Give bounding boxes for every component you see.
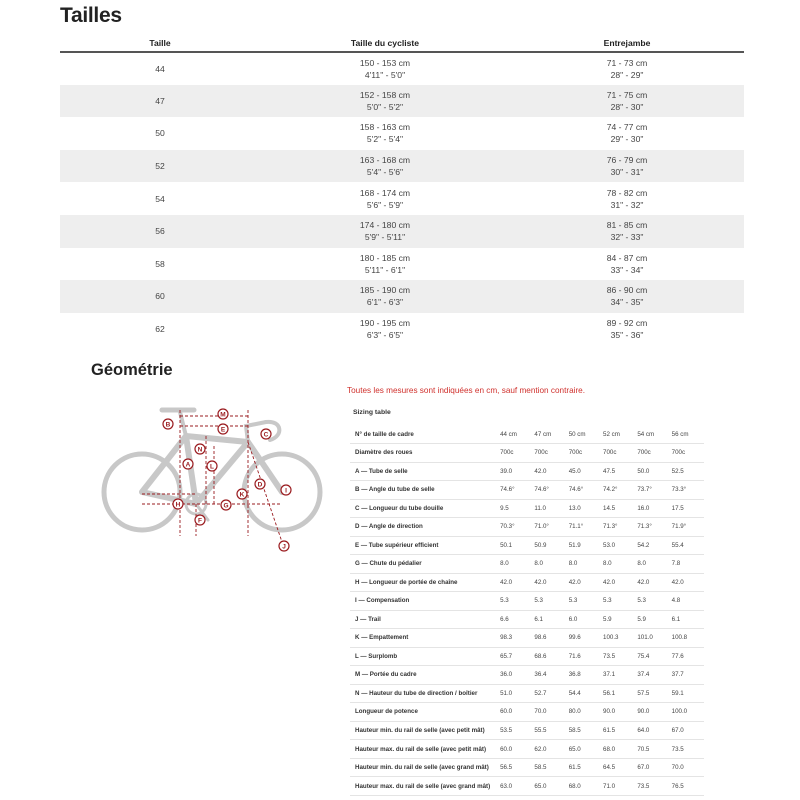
svg-text:L: L xyxy=(210,463,214,471)
marker-m xyxy=(218,409,228,419)
table-row xyxy=(60,117,744,150)
table-row xyxy=(60,313,744,346)
value-cell: 73.5 xyxy=(601,647,635,666)
page-title-tailles: Tailles xyxy=(60,4,122,27)
marker-d xyxy=(255,479,265,489)
value-cell: 55.4 xyxy=(670,536,704,555)
value-cell: 54.2 xyxy=(635,536,669,555)
col-header-taille: Taille xyxy=(60,34,260,52)
table-row xyxy=(350,555,704,574)
rider-height-cm: 190 - 195 cm xyxy=(359,318,411,329)
value-cell: 61.5 xyxy=(601,721,635,740)
value-cell: 8.0 xyxy=(635,555,669,574)
value-cell: 51.9 xyxy=(567,536,601,555)
table-row xyxy=(350,684,704,703)
value-cell: 70.5 xyxy=(635,740,669,759)
value-cell: 47 cm xyxy=(532,425,566,444)
rider-height-cell xyxy=(260,182,510,215)
size-cell: 52 xyxy=(60,150,260,183)
value-cell: 16.0 xyxy=(635,499,669,518)
col-header-taille-cycliste: Taille du cycliste xyxy=(260,34,510,52)
value-cell: 100.8 xyxy=(670,629,704,648)
marker-l xyxy=(207,461,217,471)
rider-height-cell xyxy=(260,85,510,118)
row-label: H — Longueur de portée de chaîne xyxy=(350,573,498,592)
svg-text:G: G xyxy=(223,502,229,510)
inseam-in: 35" - 36" xyxy=(610,330,644,341)
value-cell: 100.3 xyxy=(601,629,635,648)
value-cell: 50.1 xyxy=(498,536,532,555)
value-cell: 6.6 xyxy=(498,610,532,629)
value-cell: 63.0 xyxy=(498,777,532,796)
value-cell: 71.6 xyxy=(567,647,601,666)
value-cell: 56.1 xyxy=(601,684,635,703)
value-cell: 52.7 xyxy=(532,684,566,703)
svg-text:J: J xyxy=(282,543,286,551)
marker-f xyxy=(195,515,205,525)
size-cell: 58 xyxy=(155,258,165,269)
svg-text:M: M xyxy=(220,411,226,419)
marker-c xyxy=(261,429,271,439)
value-cell: 37.7 xyxy=(670,666,704,685)
value-cell: 8.0 xyxy=(498,555,532,574)
value-cell: 42.0 xyxy=(532,462,566,481)
table-row xyxy=(350,518,704,537)
value-cell: 67.0 xyxy=(635,758,669,777)
inseam-in: 29" - 30" xyxy=(610,134,644,145)
rider-height-cm: 180 - 185 cm xyxy=(359,252,411,263)
value-cell: 55.5 xyxy=(532,721,566,740)
table-row xyxy=(350,703,704,722)
geometry-table xyxy=(350,425,704,796)
value-cell: 71.9° xyxy=(670,518,704,537)
value-cell: 90.0 xyxy=(635,703,669,722)
value-cell: 71.3° xyxy=(635,518,669,537)
inseam-cm: 71 - 73 cm xyxy=(606,57,648,68)
value-cell: 14.5 xyxy=(601,499,635,518)
inseam-in: 30" - 31" xyxy=(610,167,644,178)
table-row xyxy=(350,481,704,500)
inseam-cm: 71 - 75 cm xyxy=(606,89,648,100)
svg-text:H: H xyxy=(175,501,181,509)
value-cell: 7.8 xyxy=(670,555,704,574)
table-row xyxy=(350,425,704,444)
value-cell: 44 cm xyxy=(498,425,532,444)
marker-g xyxy=(221,500,231,510)
table-row xyxy=(60,150,744,183)
rider-height-in: 5'6" - 5'9" xyxy=(366,199,404,210)
value-cell: 8.0 xyxy=(532,555,566,574)
value-cell: 73.7° xyxy=(635,481,669,500)
value-cell: 54 cm xyxy=(635,425,669,444)
row-label: Longueur de potence xyxy=(350,703,498,722)
inseam-in: 31" - 32" xyxy=(610,199,644,210)
value-cell: 56 cm xyxy=(670,425,704,444)
bike-geometry-diagram xyxy=(98,396,328,556)
value-cell: 74.6° xyxy=(567,481,601,500)
table-row xyxy=(60,248,744,281)
value-cell: 51.0 xyxy=(498,684,532,703)
value-cell: 68.0 xyxy=(567,777,601,796)
value-cell: 70.0 xyxy=(532,703,566,722)
rider-height-cell xyxy=(260,313,510,346)
value-cell: 700c xyxy=(532,444,566,463)
size-cell: 50 xyxy=(155,128,165,139)
row-label: Diamètre des roues xyxy=(350,444,498,463)
value-cell: 700c xyxy=(601,444,635,463)
value-cell: 77.6 xyxy=(670,647,704,666)
table-row xyxy=(350,444,704,463)
inseam-in: 32" - 33" xyxy=(610,232,644,243)
marker-i xyxy=(281,485,291,495)
value-cell: 42.0 xyxy=(670,573,704,592)
svg-text:B: B xyxy=(165,421,171,429)
sizes-header-row xyxy=(60,34,744,52)
row-label: K — Empattement xyxy=(350,629,498,648)
value-cell: 71.0 xyxy=(601,777,635,796)
value-cell: 64.5 xyxy=(601,758,635,777)
row-label: Hauteur max. du rail de selle (avec petit mât) xyxy=(350,740,498,759)
svg-text:F: F xyxy=(198,517,202,525)
rider-height-in: 5'0" - 5'2" xyxy=(366,101,404,112)
value-cell: 9.5 xyxy=(498,499,532,518)
value-cell: 50 cm xyxy=(567,425,601,444)
value-cell: 5.9 xyxy=(635,610,669,629)
value-cell: 71.1° xyxy=(567,518,601,537)
rider-height-cm: 168 - 174 cm xyxy=(359,187,411,198)
svg-text:K: K xyxy=(239,491,245,499)
value-cell: 70.0 xyxy=(670,758,704,777)
value-cell: 36.0 xyxy=(498,666,532,685)
table-row xyxy=(350,573,704,592)
rider-height-cm: 174 - 180 cm xyxy=(359,220,411,231)
rider-height-cm: 150 - 153 cm xyxy=(359,57,411,68)
value-cell: 53.0 xyxy=(601,536,635,555)
value-cell: 47.5 xyxy=(601,462,635,481)
value-cell: 71.0° xyxy=(532,518,566,537)
value-cell: 5.3 xyxy=(498,592,532,611)
value-cell: 60.0 xyxy=(498,703,532,722)
marker-j xyxy=(279,541,289,551)
value-cell: 53.5 xyxy=(498,721,532,740)
value-cell: 68.6 xyxy=(532,647,566,666)
rider-height-cell xyxy=(260,117,510,150)
table-row xyxy=(60,215,744,248)
marker-k xyxy=(237,489,247,499)
table-row xyxy=(350,666,704,685)
value-cell: 8.0 xyxy=(567,555,601,574)
rider-height-cm: 152 - 158 cm xyxy=(359,89,411,100)
table-row xyxy=(60,85,744,118)
svg-text:C: C xyxy=(263,431,269,439)
row-label: J — Trail xyxy=(350,610,498,629)
inseam-in: 28" - 29" xyxy=(610,69,644,80)
sizes-table xyxy=(60,34,744,345)
table-row xyxy=(350,592,704,611)
svg-text:E: E xyxy=(220,426,226,434)
size-cell: 47 xyxy=(60,85,260,118)
rider-height-cell xyxy=(260,248,510,281)
value-cell: 700c xyxy=(498,444,532,463)
value-cell: 59.1 xyxy=(670,684,704,703)
value-cell: 5.3 xyxy=(567,592,601,611)
value-cell: 61.5 xyxy=(567,758,601,777)
rider-height-in: 4'11" - 5'0" xyxy=(364,69,406,80)
value-cell: 8.0 xyxy=(601,555,635,574)
rider-height-in: 5'9" - 5'11" xyxy=(364,232,406,243)
inseam-cm: 86 - 90 cm xyxy=(606,285,648,296)
svg-text:A: A xyxy=(185,461,191,469)
inseam-cell xyxy=(510,85,744,118)
value-cell: 80.0 xyxy=(567,703,601,722)
section-title-geometrie: Géométrie xyxy=(91,361,173,379)
value-cell: 71.3° xyxy=(601,518,635,537)
table-row xyxy=(350,462,704,481)
inseam-cell xyxy=(510,248,744,281)
rider-height-cm: 163 - 168 cm xyxy=(359,155,411,166)
value-cell: 50.0 xyxy=(635,462,669,481)
value-cell: 5.3 xyxy=(601,592,635,611)
size-cell: 54 xyxy=(155,193,165,204)
inseam-cell xyxy=(510,215,744,248)
rider-height-cell xyxy=(260,280,510,313)
rider-height-in: 5'4" - 5'6" xyxy=(366,167,404,178)
value-cell: 60.0 xyxy=(498,740,532,759)
value-cell: 52 cm xyxy=(601,425,635,444)
marker-e xyxy=(218,424,228,434)
table-row xyxy=(350,721,704,740)
value-cell: 57.5 xyxy=(635,684,669,703)
svg-text:N: N xyxy=(197,446,203,454)
row-label: L — Surplomb xyxy=(350,647,498,666)
value-cell: 56.5 xyxy=(498,758,532,777)
marker-h xyxy=(173,499,183,509)
value-cell: 39.0 xyxy=(498,462,532,481)
table-row xyxy=(350,536,704,555)
value-cell: 37.1 xyxy=(601,666,635,685)
row-label: I — Compensation xyxy=(350,592,498,611)
inseam-cm: 89 - 92 cm xyxy=(606,318,648,329)
row-label: G — Chute du pédalier xyxy=(350,555,498,574)
table-row xyxy=(350,777,704,796)
inseam-cell xyxy=(510,280,744,313)
geometry-table-body xyxy=(350,425,704,795)
table-row xyxy=(60,280,744,313)
value-cell: 90.0 xyxy=(601,703,635,722)
value-cell: 700c xyxy=(567,444,601,463)
row-label: B — Angle du tube de selle xyxy=(350,481,498,500)
value-cell: 100.0 xyxy=(670,703,704,722)
row-label: Hauteur min. du rail de selle (avec petit mât) xyxy=(350,721,498,740)
measurement-note: Toutes les mesures sont indiquées en cm, sauf mention contraire. xyxy=(347,386,586,395)
size-cell: 56 xyxy=(60,215,260,248)
value-cell: 4.8 xyxy=(670,592,704,611)
value-cell: 58.5 xyxy=(567,721,601,740)
rider-height-cell xyxy=(260,150,510,183)
table-row xyxy=(60,182,744,215)
value-cell: 45.0 xyxy=(567,462,601,481)
row-label: Hauteur min. du rail de selle (avec grand mât) xyxy=(350,758,498,777)
svg-text:I: I xyxy=(285,487,287,495)
value-cell: 42.0 xyxy=(567,573,601,592)
value-cell: 37.4 xyxy=(635,666,669,685)
rider-height-cm: 158 - 163 cm xyxy=(359,122,411,133)
table-row xyxy=(350,758,704,777)
value-cell: 74.6° xyxy=(498,481,532,500)
value-cell: 36.8 xyxy=(567,666,601,685)
value-cell: 98.6 xyxy=(532,629,566,648)
value-cell: 42.0 xyxy=(532,573,566,592)
size-cell: 60 xyxy=(60,280,260,313)
value-cell: 68.0 xyxy=(601,740,635,759)
row-label: Hauteur max. du rail de selle (avec grand mât) xyxy=(350,777,498,796)
value-cell: 11.0 xyxy=(532,499,566,518)
marker-a xyxy=(183,459,193,469)
value-cell: 65.0 xyxy=(567,740,601,759)
inseam-cm: 81 - 85 cm xyxy=(606,220,648,231)
value-cell: 74.6° xyxy=(532,481,566,500)
row-label: N° de taille de cadre xyxy=(350,425,498,444)
size-cell: 62 xyxy=(155,324,165,335)
value-cell: 42.0 xyxy=(601,573,635,592)
row-label: N — Hauteur du tube de direction / boîtier xyxy=(350,684,498,703)
value-cell: 58.5 xyxy=(532,758,566,777)
svg-text:D: D xyxy=(257,481,263,489)
value-cell: 42.0 xyxy=(635,573,669,592)
rider-height-in: 5'2" - 5'4" xyxy=(366,134,404,145)
rider-height-in: 6'3" - 6'5" xyxy=(366,330,404,341)
value-cell: 36.4 xyxy=(532,666,566,685)
value-cell: 73.5 xyxy=(670,740,704,759)
marker-n xyxy=(195,444,205,454)
table-row xyxy=(60,52,744,85)
value-cell: 6.0 xyxy=(567,610,601,629)
value-cell: 70.3° xyxy=(498,518,532,537)
inseam-cell xyxy=(510,313,744,346)
sizing-table-label: Sizing table xyxy=(353,409,391,416)
value-cell: 700c xyxy=(635,444,669,463)
value-cell: 99.6 xyxy=(567,629,601,648)
inseam-cell xyxy=(510,52,744,85)
value-cell: 700c xyxy=(670,444,704,463)
value-cell: 64.0 xyxy=(635,721,669,740)
inseam-in: 33" - 34" xyxy=(610,264,644,275)
value-cell: 65.7 xyxy=(498,647,532,666)
value-cell: 6.1 xyxy=(532,610,566,629)
inseam-cm: 78 - 82 cm xyxy=(606,187,648,198)
value-cell: 75.4 xyxy=(635,647,669,666)
table-row xyxy=(350,610,704,629)
value-cell: 42.0 xyxy=(498,573,532,592)
marker-b xyxy=(163,419,173,429)
row-label: C — Longueur du tube douille xyxy=(350,499,498,518)
rider-height-in: 6'1" - 6'3" xyxy=(366,297,404,308)
value-cell: 17.5 xyxy=(670,499,704,518)
inseam-cm: 76 - 79 cm xyxy=(606,155,648,166)
inseam-in: 34" - 35" xyxy=(610,297,644,308)
value-cell: 74.2° xyxy=(601,481,635,500)
rider-height-cm: 185 - 190 cm xyxy=(359,285,411,296)
value-cell: 13.0 xyxy=(567,499,601,518)
value-cell: 52.5 xyxy=(670,462,704,481)
row-label: A — Tube de selle xyxy=(350,462,498,481)
row-label: M — Portée du cadre xyxy=(350,666,498,685)
value-cell: 5.9 xyxy=(601,610,635,629)
table-row xyxy=(350,647,704,666)
value-cell: 101.0 xyxy=(635,629,669,648)
inseam-cm: 84 - 87 cm xyxy=(606,252,648,263)
value-cell: 6.1 xyxy=(670,610,704,629)
value-cell: 5.3 xyxy=(532,592,566,611)
table-row xyxy=(350,629,704,648)
inseam-cell xyxy=(510,182,744,215)
value-cell: 5.3 xyxy=(635,592,669,611)
col-header-entrejambe: Entrejambe xyxy=(510,34,744,52)
inseam-cell xyxy=(510,117,744,150)
value-cell: 73.5 xyxy=(635,777,669,796)
inseam-in: 28" - 30" xyxy=(610,101,644,112)
row-label: D — Angle de direction xyxy=(350,518,498,537)
value-cell: 76.5 xyxy=(670,777,704,796)
value-cell: 65.0 xyxy=(532,777,566,796)
rider-height-in: 5'11" - 6'1" xyxy=(364,264,406,275)
value-cell: 73.3° xyxy=(670,481,704,500)
value-cell: 98.3 xyxy=(498,629,532,648)
value-cell: 67.0 xyxy=(670,721,704,740)
inseam-cm: 74 - 77 cm xyxy=(606,122,648,133)
table-row xyxy=(350,740,704,759)
value-cell: 62.0 xyxy=(532,740,566,759)
row-label: E — Tube supérieur efficient xyxy=(350,536,498,555)
table-row xyxy=(350,499,704,518)
value-cell: 50.9 xyxy=(532,536,566,555)
rider-height-cell xyxy=(260,215,510,248)
rider-height-cell xyxy=(260,52,510,85)
value-cell: 54.4 xyxy=(567,684,601,703)
size-cell: 44 xyxy=(155,63,165,74)
inseam-cell xyxy=(510,150,744,183)
